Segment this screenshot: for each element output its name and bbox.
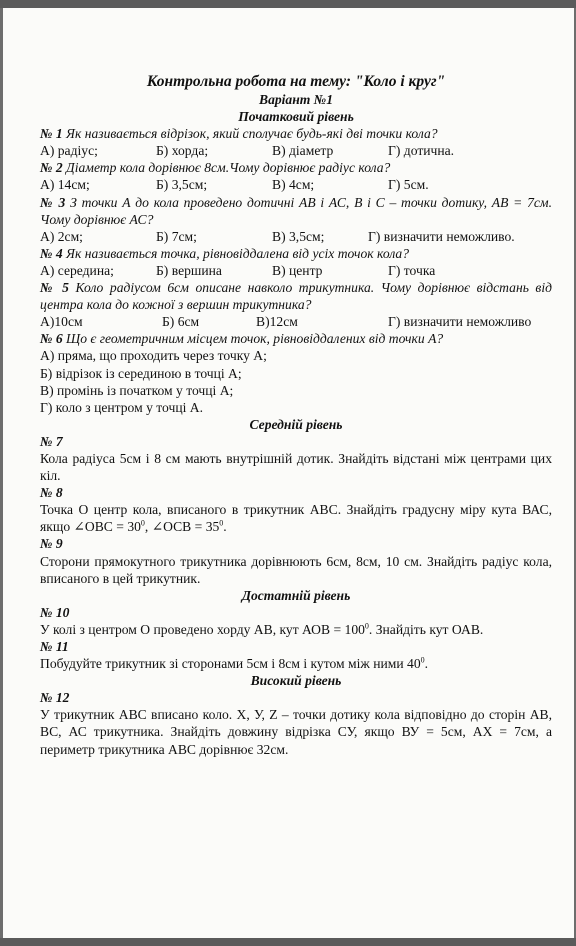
- option-a: А) 14см;: [40, 177, 90, 193]
- question-3: [40, 194, 552, 228]
- option-d: Г) дотична.: [388, 143, 455, 159]
- question-text: Коло радіусом 6см описане навколо трикутника. Чому дорівнює відстань від центра кола до кожної з вершин трикутника?: [40, 280, 552, 313]
- level-sufficient-heading: Достатній рівень: [241, 587, 351, 603]
- level-middle-heading: Середній рівень: [249, 416, 343, 432]
- question-11-text-a: Побудуйте трикутник зі сторонами 5см і 8см і кутом між ними 40: [40, 656, 421, 672]
- question-8-number: № 8: [40, 485, 63, 501]
- question-5-options: [40, 313, 552, 330]
- question-12-number: № 12: [40, 690, 70, 706]
- option-c: В) промінь із початком у точці А;: [40, 382, 234, 398]
- question-7-number: № 7: [40, 433, 63, 449]
- option-d: Г) визначити неможливо: [388, 314, 532, 330]
- bottom-border: [0, 938, 576, 946]
- question-number: № 1: [40, 126, 63, 142]
- question-text: Як називається точка, рівновіддалена від усіх точок кола?: [66, 245, 410, 261]
- question-10-text: [40, 621, 552, 638]
- option-d: Г) визначити неможливо.: [368, 228, 515, 244]
- level-initial-heading: Початковий рівень: [238, 109, 354, 125]
- question-5: [40, 279, 552, 313]
- question-8-text: [40, 501, 552, 535]
- option-a: А) пряма, що проходить через точку А;: [40, 348, 267, 364]
- option-c: В) діаметр: [272, 143, 334, 159]
- question-number: № 4: [40, 245, 63, 261]
- option-a: А) радіус;: [40, 143, 98, 159]
- question-text: З точки А до кола проведено дотичні АВ і АС, В і С – точки дотику, АВ = 7см. Чому дорівнює АС?: [40, 194, 552, 227]
- option-b: Б) хорда;: [156, 143, 209, 159]
- question-6: [40, 330, 552, 347]
- question-number: № 3: [40, 194, 66, 210]
- question-4-options: [40, 262, 552, 279]
- option-a: А)10см: [40, 314, 83, 330]
- option-c: В) центр: [272, 262, 323, 278]
- option-a: А) 2см;: [40, 228, 83, 244]
- question-11-number: № 11: [40, 639, 69, 654]
- question-text: Що є геометричним місцем точок, рівновіддалених від точки А?: [66, 331, 444, 347]
- option-d: Г) коло з центром у точці А.: [40, 399, 203, 415]
- option-a: А) середина;: [40, 262, 114, 278]
- question-11-text: [40, 655, 552, 672]
- question-2-options: [40, 176, 552, 193]
- document-title: Контрольна робота на тему: "Коло і круг": [146, 73, 446, 90]
- question-3-options: [40, 228, 552, 245]
- option-d: Г) 5см.: [388, 177, 429, 193]
- option-c: В) 3,5см;: [272, 228, 325, 244]
- question-number: № 2: [40, 160, 63, 176]
- option-c: В)12см: [256, 314, 298, 330]
- question-10-number: № 10: [40, 604, 70, 620]
- option-c: В) 4см;: [272, 177, 315, 193]
- question-2: [40, 159, 552, 176]
- option-b: Б) вершина: [156, 262, 222, 278]
- degree-mark: 0: [420, 655, 425, 665]
- question-11-text-b: .: [424, 656, 429, 672]
- option-b: Б) 7см;: [156, 228, 197, 244]
- test-document: [40, 72, 552, 758]
- question-7-text: Кола радіуса 5см і 8 см мають внутрішній дотик. Знайдіть відстані між центрами цих кіл.: [40, 450, 552, 484]
- question-text: Як називається відрізок, який сполучає будь-які дві точки кола?: [66, 126, 438, 142]
- option-b: Б) 3,5см;: [156, 177, 208, 193]
- question-4: [40, 245, 552, 262]
- question-1: [40, 125, 552, 142]
- variant-heading: Варіант №1: [259, 92, 333, 107]
- degree-mark: 0: [219, 518, 224, 528]
- question-9-number: № 9: [40, 536, 63, 552]
- level-high-heading: Високий рівень: [250, 673, 342, 689]
- option-b: Б) відрізок із серединою в точці А;: [40, 365, 242, 381]
- question-text: Діаметр кола дорівнює 8см.Чому дорівнює радіус кола?: [66, 160, 391, 176]
- question-number: № 6: [40, 331, 63, 347]
- top-border: [0, 0, 576, 8]
- question-9-text: Сторони прямокутного трикутника дорівнюють 6см, 8см, 10 см. Знайдіть радіус кола, вписаного в цей трикутник.: [40, 553, 552, 586]
- question-8-text-b: , ∠ОСВ = 35: [144, 519, 220, 535]
- question-10-text-b: . Знайдіть кут ОАВ.: [368, 621, 484, 637]
- question-12-text: У трикутник АВС вписано коло. Х, У, Z – точки дотику кола відповідно до сторін АВ, ВС, АС трикутника. Знайдіть довжину відрізка СУ, якщо ВУ = 5см, АХ = 7см, а периметр трикутника АВС дорівнює 32см.: [40, 707, 552, 757]
- degree-mark: 0: [364, 621, 369, 631]
- degree-mark: 0: [140, 518, 145, 528]
- option-d: Г) точка: [388, 262, 436, 278]
- question-8-text-c: .: [223, 519, 227, 535]
- question-8-text-a: Точка О центр кола, вписаного в трикутник АВС. Знайдіть градусну міру кута ВАС, якщо ∠ОВС = 30: [40, 502, 552, 535]
- question-1-options: [40, 142, 552, 159]
- option-b: Б) 6см: [162, 314, 200, 330]
- question-10-text-a: У колі з центром О проведено хорду АВ, кут АОВ = 100: [40, 621, 365, 637]
- question-number: № 5: [40, 280, 69, 296]
